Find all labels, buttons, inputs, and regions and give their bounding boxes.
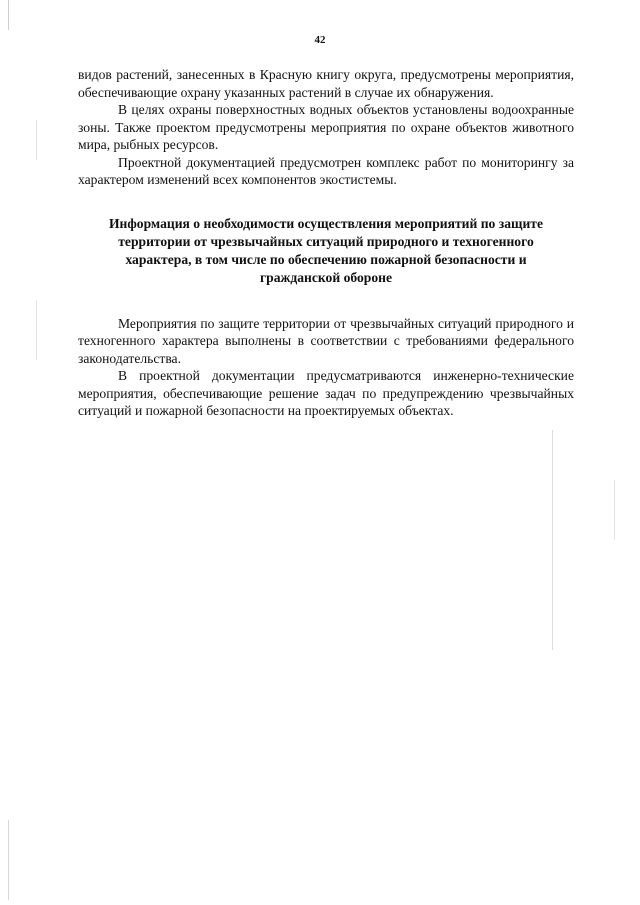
- section-paragraph-2: В проектной документации предусматриваются инженерно-технические мероприятия, обеспечивающие решение задач по предупреждению чрезвычайных ситуаций и пожарной безопасности на проектируемых объектах.: [78, 368, 574, 418]
- intro-paragraph-2: В целях охраны поверхностных водных объектов установлены водоохранные зоны. Также проектом предусмотрены мероприятия по охране объектов животного мира, рыбных ресурсов.: [78, 102, 574, 152]
- scan-artifact-left-4: [8, 820, 9, 900]
- scan-artifact-left-3: [36, 300, 37, 360]
- section-heading: Информация о необходимости осуществления мероприятий по защите территории от чрезвычайных ситуаций природного и техногенного характера, в том числе по обеспечению пожарной безопасности и гражданской обороне: [108, 215, 544, 285]
- intro-paragraph-1: видов растений, занесенных в Красную книгу округа, предусмотрены мероприятия, обеспечивающие охрану указанных растений в случае их обнаружения.: [78, 67, 574, 100]
- scan-artifact-left: [8, 0, 9, 30]
- intro-paragraph-3: Проектной документацией предусмотрен комплекс работ по мониторингу за характером изменений всех компонентов экостистемы.: [78, 154, 574, 187]
- scan-artifact-left-2: [36, 120, 37, 160]
- section-paragraph-1: Мероприятия по защите территории от чрезвычайных ситуаций природного и техногенного характера выполнены в соответствии с требованиями федерального законодательства.: [78, 315, 574, 366]
- document-body: [78, 66, 574, 420]
- page-number: 42: [314, 34, 326, 46]
- scan-artifact-right-2: [614, 480, 615, 540]
- scan-artifact-right: [552, 430, 553, 650]
